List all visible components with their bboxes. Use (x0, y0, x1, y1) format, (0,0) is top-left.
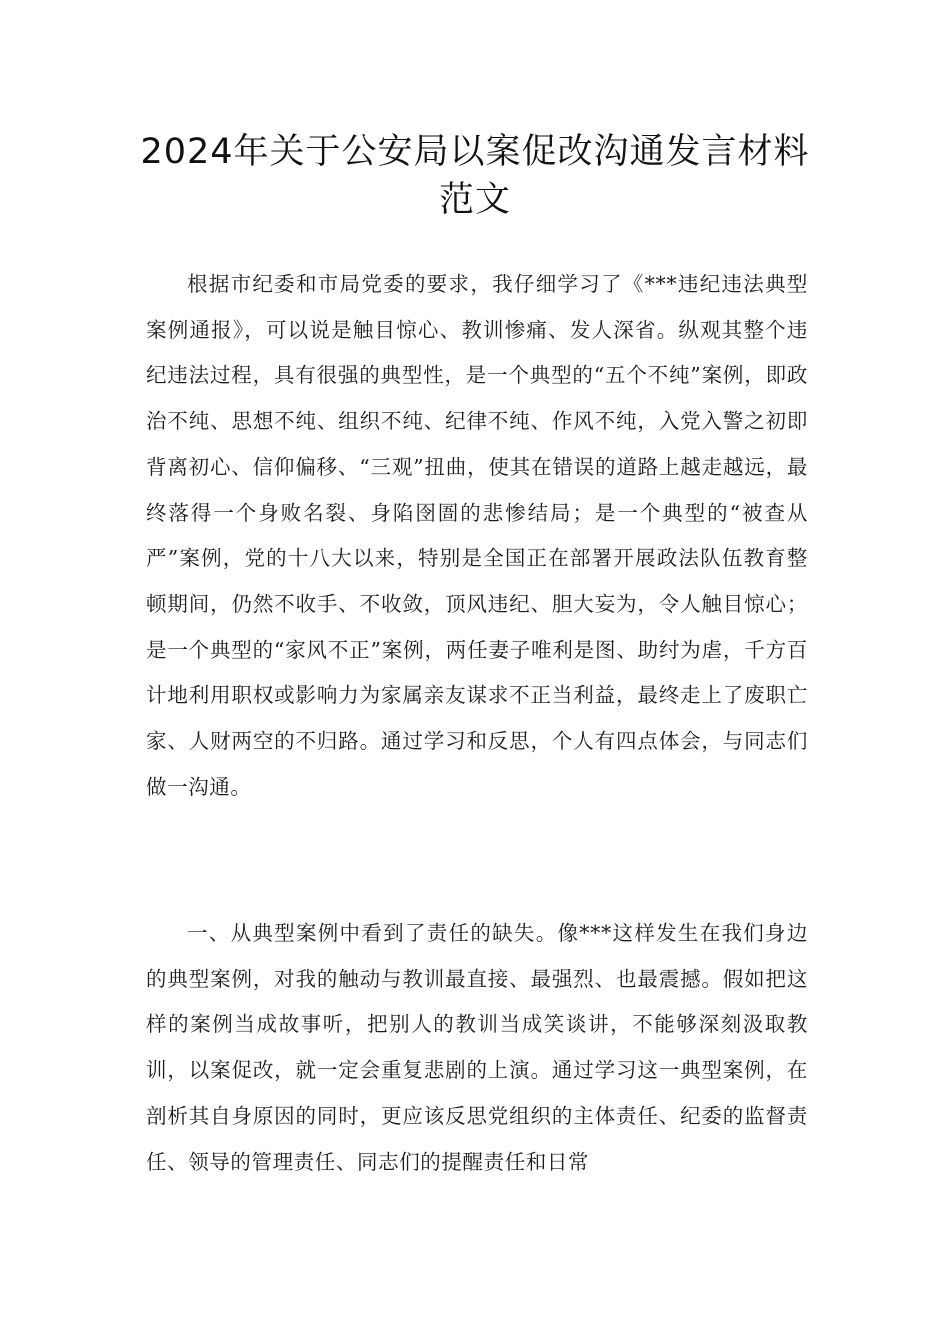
body-paragraph-2: 一、从典型案例中看到了责任的缺失。像***这样发生在我们身边的典型案例，对我的触动与教训最直接、最强烈、也最震撼。假如把这样的案例当成故事听，把别人的教训当成笑谈讲，不能够深刻汲取教训，以案促改，就一定会重复悲剧的上演。通过学习这一典型案例，在剖析其自身原因的同时，更应该反思党组织的主体责任、纪委的监督责任、领导的管理责任、同志们的提醒责任和日常 (146, 921, 808, 1174)
body-paragraph-1: 根据市纪委和市局党委的要求，我仔细学习了《***违纪违法典型案例通报》，可以说是触目惊心、教训惨痛、发人深省。纵观其整个违纪违法过程，具有很强的典型性，是一个典型的“五个不纯”案例，即政治不纯、思想不纯、组织不纯、纪律不纯、作风不纯，入党入警之初即背离初心、信仰偏移、“三观”扭曲，使其在错误的道路上越走越远，最终落得一个身败名裂、身陷囹圄的悲惨结局；是一个典型的“被查从严”案例，党的十八大以来，特别是全国正在部署开展政法队伍教育整顿期间，仍然不收手、不收敛，顶风违纪、胆大妄为，令人触目惊心；是一个典型的“家风不正”案例，两任妻子唯利是图、助纣为虐，千方百计地利用职权或影响力为家属亲友谋求不正当利益，最终走上了废职亡家、人财两空的不归路。通过学习和反思，个人有四点体会，与同志们做一沟通。 (146, 272, 808, 799)
document-title: 2024年关于公安局以案促改沟通发言材料范文 (140, 132, 810, 220)
